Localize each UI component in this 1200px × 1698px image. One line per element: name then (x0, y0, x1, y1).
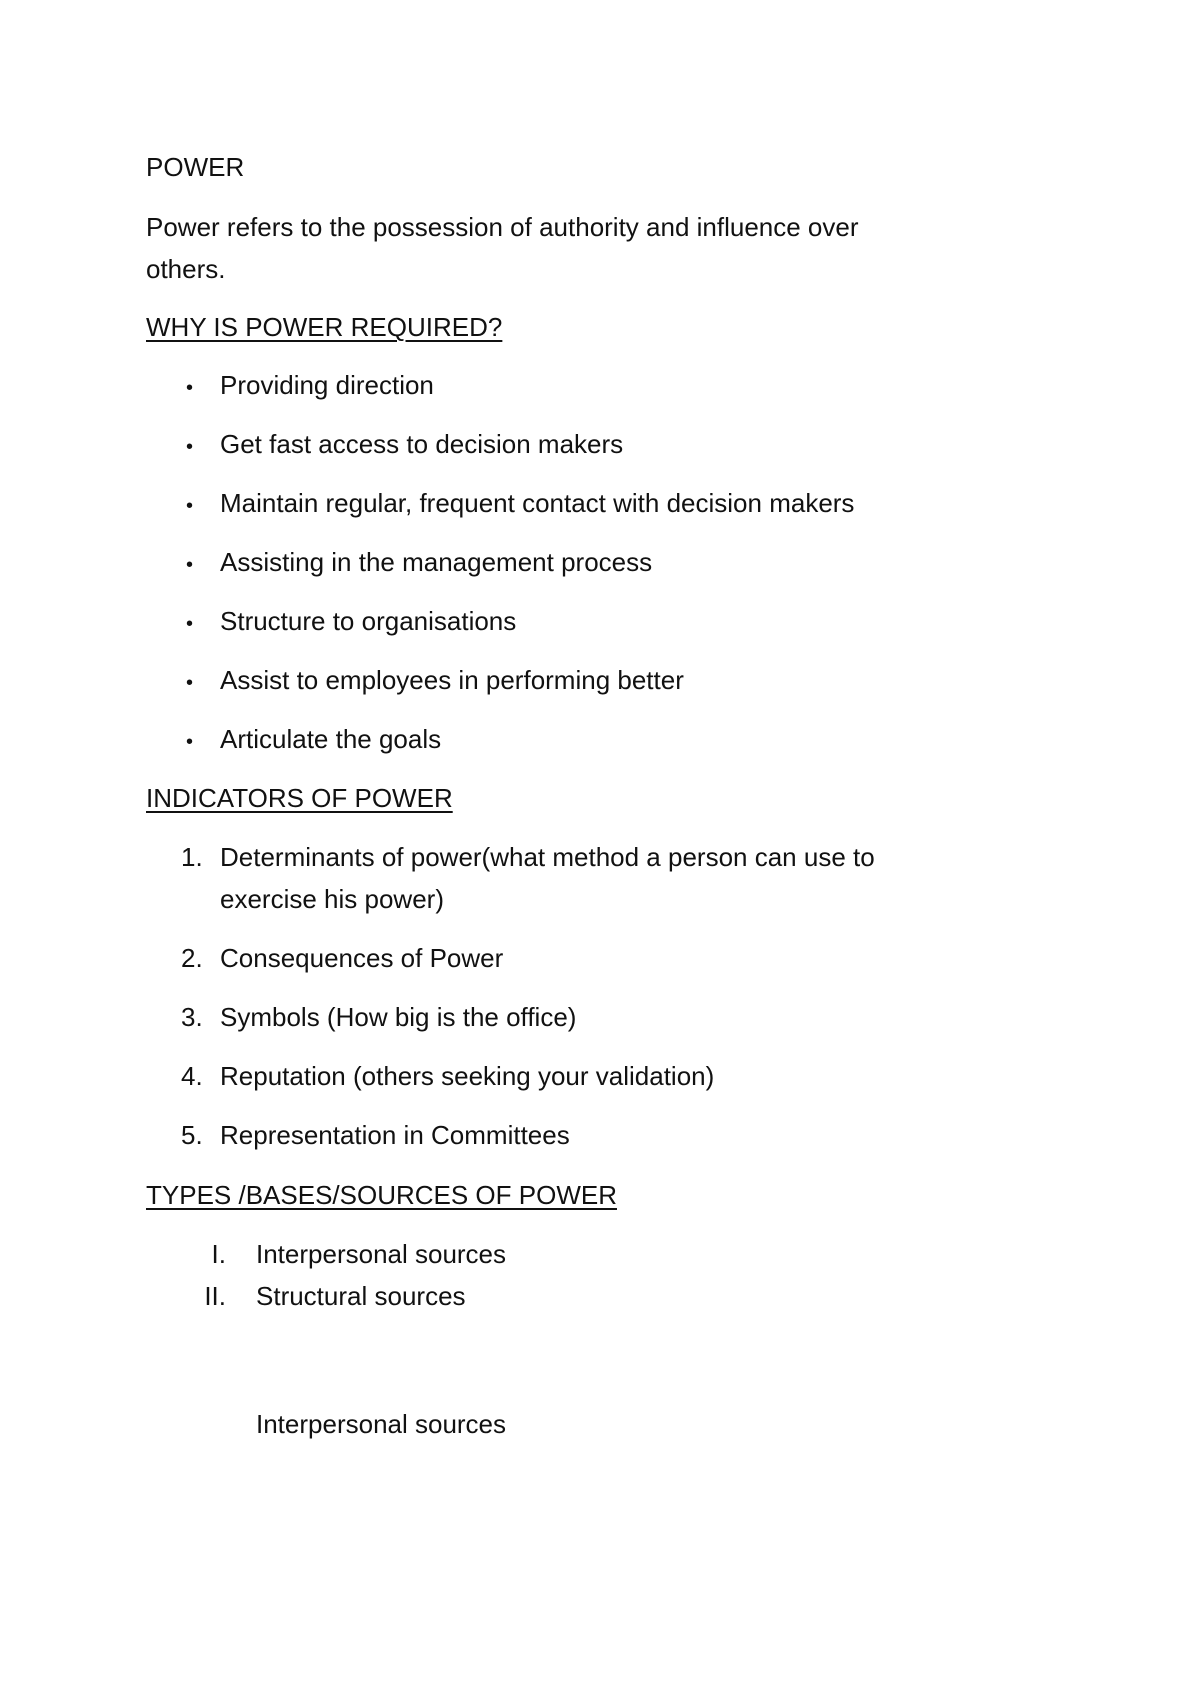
list-item (186, 600, 516, 645)
list-item (186, 718, 441, 763)
numbered-item (181, 1114, 570, 1156)
list-item-text: Assist to employees in performing better (220, 665, 684, 695)
list-item-text: Structure to organisations (220, 606, 517, 636)
list-item (186, 364, 434, 409)
item-text: Structural sources (256, 1281, 466, 1311)
bullet-icon: • (186, 436, 194, 458)
section-heading-indicators: INDICATORS OF POWER (146, 783, 453, 813)
section-heading-types: TYPES /BASES/SOURCES OF POWER (146, 1180, 617, 1210)
page-title: POWER (146, 152, 245, 182)
item-number: 1. (181, 842, 203, 872)
bullet-icon: • (186, 731, 194, 753)
item-text: Determinants of power(what method a person can use to (220, 842, 875, 872)
numbered-item (181, 836, 875, 878)
bullet-icon: • (186, 672, 194, 694)
numbered-item (181, 1055, 714, 1097)
section-heading-why: WHY IS POWER REQUIRED? (146, 312, 503, 342)
list-item-text: Articulate the goals (220, 724, 442, 754)
list-item (186, 482, 854, 527)
list-item (186, 659, 684, 704)
item-number: 2. (181, 943, 203, 973)
item-number: II. (204, 1281, 226, 1311)
list-item-text: Providing direction (220, 370, 434, 400)
list-item (186, 423, 623, 468)
item-number: 5. (181, 1120, 203, 1150)
numbered-item (181, 937, 503, 979)
item-number: 4. (181, 1061, 203, 1091)
list-item-text: Get fast access to decision makers (220, 429, 624, 459)
bullet-icon: • (186, 554, 194, 576)
item-text: Representation in Committees (220, 1120, 570, 1150)
item-text: Consequences of Power (220, 943, 504, 973)
roman-numbered-item (186, 1233, 506, 1275)
list-item (186, 541, 652, 586)
definition-line-2: others. (146, 254, 226, 284)
list-item-text: Assisting in the management process (220, 547, 653, 577)
numbered-item-continuation: exercise his power) (220, 884, 444, 914)
roman-numbered-item (186, 1275, 466, 1317)
bullet-icon: • (186, 377, 194, 399)
item-number: 3. (181, 1002, 203, 1032)
subheading-interpersonal-sources: Interpersonal sources (256, 1409, 507, 1439)
list-item-text: Maintain regular, frequent contact with decision makers (220, 488, 855, 518)
item-text: Reputation (others seeking your validation) (220, 1061, 715, 1091)
item-number: I. (211, 1239, 226, 1269)
definition-line-1: Power refers to the possession of authority and influence over (146, 212, 859, 242)
item-text: Interpersonal sources (256, 1239, 507, 1269)
bullet-icon: • (186, 613, 194, 635)
item-text: Symbols (How big is the office) (220, 1002, 577, 1032)
bullet-icon: • (186, 495, 194, 517)
numbered-item (181, 996, 576, 1038)
